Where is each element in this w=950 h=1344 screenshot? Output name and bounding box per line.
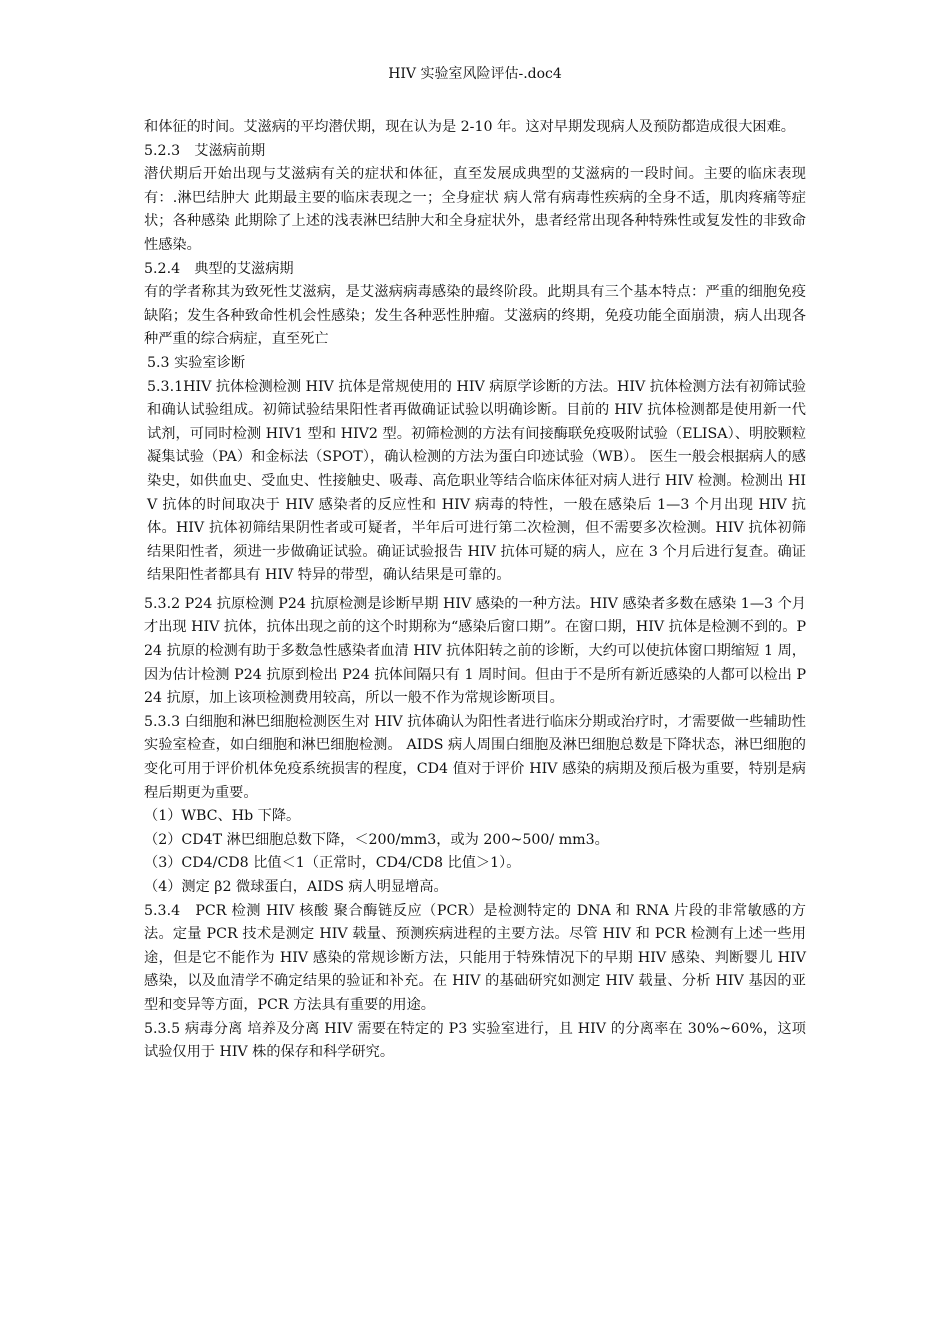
- paragraph-leukocyte-test: 5.3.3 白细胞和淋巴细胞检测医生对 HIV 抗体确认为阳性者进行临床分期或治疗时，才需要做一些辅助性实验室检查，如白细胞和淋巴细胞检测。 AIDS 病人周围白细胞及淋巴细胞总数是下降状态，淋巴细胞的变化可用于评价机体免疫系统损害的程度，CD4 值对于评价 HIV 感染的病期及预后极为重要，特别是病程后期更为重要。: [144, 713, 806, 801]
- document-body: [144, 116, 806, 1065]
- list-item-2: （2）CD4T 淋巴细胞总数下降，＜200/mm3，或为 200~500/ mm3。: [144, 831, 609, 848]
- section-heading-5-2-3: 5.2.3 艾滋病前期: [144, 142, 266, 159]
- list-item-3: （3）CD4/CD8 比值＜1（正常时，CD4/CD8 比值＞1）。: [144, 855, 521, 872]
- section-heading-5-3: 5.3 实验室诊断: [147, 354, 246, 371]
- paragraph-typical-aids: 有的学者称其为致死性艾滋病，是艾滋病病毒感染的最终阶段。此期具有三个基本特点：严重的细胞免疫缺陷；发生各种致命性机会性感染；发生各种恶性肿瘤。艾滋病的终期，免疫功能全面崩溃，病人出现各种严重的综合病症，直至死亡: [144, 284, 806, 348]
- paragraph-latency-continuation: 和体征的时间。艾滋病的平均潜伏期，现在认为是 2-10 年。这对早期发现病人及预防都造成很大困难。: [144, 119, 795, 135]
- paragraph-virus-isolation: 5.3.5 病毒分离 培养及分离 HIV 需要在特定的 P3 实验室进行，且 HIV 的分离率在 30%~60%，这项试验仅用于 HIV 株的保存和科学研究。: [144, 1020, 806, 1061]
- list-item-1: （1）WBC、Hb 下降。: [144, 808, 301, 825]
- paragraph-pre-aids: 潜伏期后开始出现与艾滋病有关的症状和体征，直至发展成典型的艾滋病的一段时间。主要的临床表现有：.淋巴结肿大 此期最主要的临床表现之一；全身症状 病人常有病毒性疾病的全身不适，肌肉疼痛等症状；各种感染 此期除了上述的浅表淋巴结肿大和全身症状外，患者经常出现各种特殊性或复发性的非致命性感染。: [144, 166, 806, 253]
- paragraph-pcr: 5.3.4 PCR 检测 HIV 核酸 聚合酶链反应（PCR）是检测特定的 DNA 和 RNA 片段的非常敏感的方法。定量 PCR 技术是测定 HIV 载量、预测疾病进程的主要方法。尽管 HIV 和 PCR 检测有上述一些用途，但是它不能作为 HIV 感染的常规诊断方法，只能用于特殊情况下的早期 HIV 感染、判断婴儿 HIV 感染，以及血清学不确定结果的验证和补充。在 HIV 的基础研究如测定 HIV 载量、分析 HIV 基因的亚型和变异等方面，PCR 方法具有重要的用途。: [144, 902, 806, 1013]
- paragraph-antibody-test: 5.3.1HIV 抗体检测检测 HIV 抗体是常规使用的 HIV 病原学诊断的方法。HIV 抗体检测方法有初筛试验和确认试验组成。初筛试验结果阳性者再做确证试验以明确诊断。目前的 HIV 抗体检测都是使用新一代试剂，可同时检测 HIV1 型和 HIV2 型。初筛检测的方法有间接酶联免疫吸附试验（ELISA）、明胶颗粒凝集试验（PA）和金标法（SPOT），确认检测的方法为蛋白印迹试验（WB）。 医生一般会根据病人的感染史，如供血史、受血史、性接触史、吸毒、高危职业等结合临床体征对病人进行 HIV 检测。检测出 HIV 抗体的时间取决于 HIV 感染者的反应性和 HIV 病毒的特性，一般在感染后 1—3 个月出现 HIV 抗体。HIV 抗体初筛结果阴性者或可疑者，半年后可进行第二次检测，但不需要多次检测。HIV 抗体初筛结果阳性者，须进一步做确证试验。确证试验报告 HIV 抗体可疑的病人，应在 3 个月后进行复查。确证结果阳性者都具有 HIV 特异的带型，确认结果是可靠的。: [147, 378, 806, 584]
- page-header: HIV 实验室风险评估-.doc4: [388, 66, 562, 82]
- paragraph-p24-antigen: 5.3.2 P24 抗原检测 P24 抗原检测是诊断早期 HIV 感染的一种方法。HIV 感染者多数在感染 1—3 个月才出现 HIV 抗体，抗体出现之前的这个时期称为“感染后窗口期”。在窗口期，HIV 抗体是检测不到的。P24 抗原的检测有助于多数急性感染者血清 HIV 抗体阳转之前的诊断，大约可以使抗体窗口期缩短 1 周，因为估计检测 P24 抗原到检出 P24 抗体间隔只有 1 周时间。但由于不是所有新近感染的人都可以检出 P24 抗原，加上该项检测费用较高，所以一般不作为常规诊断项目。: [144, 595, 806, 707]
- section-heading-5-2-4: 5.2.4 典型的艾滋病期: [144, 260, 294, 277]
- list-item-4: （4）测定 β2 微球蛋白，AIDS 病人明显增高。: [144, 879, 448, 895]
